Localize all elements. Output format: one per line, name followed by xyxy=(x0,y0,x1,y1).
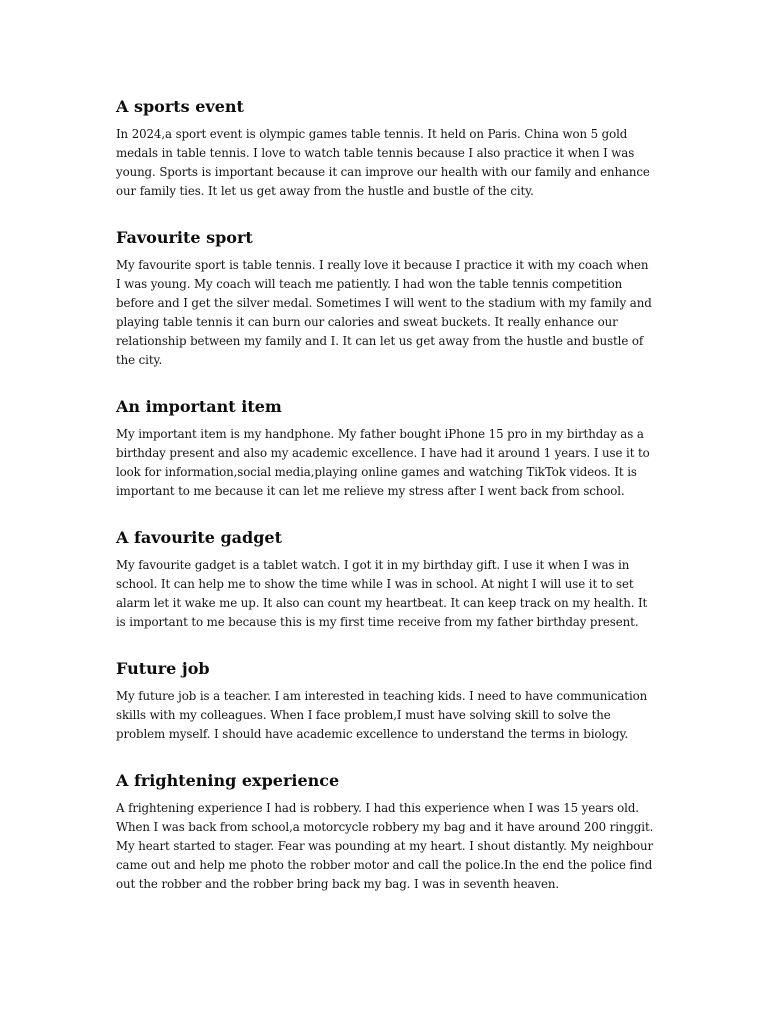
section-heading: Favourite sport xyxy=(116,228,253,247)
section-frightening-experience xyxy=(116,770,656,894)
section-heading: A favourite gadget xyxy=(116,528,282,547)
section-future-job xyxy=(116,658,656,744)
section-important-item xyxy=(116,396,656,501)
document-page xyxy=(116,96,656,920)
section-heading: A sports event xyxy=(116,97,244,116)
section-favourite-sport xyxy=(116,227,656,370)
section-paragraph: In 2024,a sport event is olympic games table tennis. It held on Paris. China won 5 gold medals in table tennis. I love to watch table tennis because I also practice it when I was young. Sports is important because it can improve our health with our family and enhance our family ties. It let us get away from the hustle and bustle of the city. xyxy=(116,127,650,198)
section-paragraph: My future job is a teacher. I am interested in teaching kids. I need to have communication skills with my colleagues. When I face problem,I must have solving skill to solve the problem myself. I should have academic excellence to understand the terms in biology. xyxy=(116,689,648,741)
section-heading: An important item xyxy=(116,397,282,416)
section-paragraph: My favourite gadget is a tablet watch. I got it in my birthday gift. I use it when I was in school. It can help me to show the time while I was in school. At night I will use it to set alarm let it wake me up. It also can count my heartbeat. It can keep track on my health. It is important to me because this is my first time receive from my father birthday present. xyxy=(116,558,648,629)
section-paragraph: My important item is my handphone. My father bought iPhone 15 pro in my birthday as a birthday present and also my academic excellence. I have had it around 1 years. I use it to look for information,social media,playing online games and watching TikTok videos. It is important to me because it can let me relieve my stress after I went back from school. xyxy=(116,427,650,498)
section-paragraph: A frightening experience I had is robbery. I had this experience when I was 15 years old. When I was back from school,a motorcycle robbery my bag and it have around 200 ringgit. My heart started to stager. Fear was pounding at my heart. I shout distantly. My neighbour came out and help me photo the robber motor and call the police.In the end the police find out the robber and the robber bring back my bag. I was in seventh heaven. xyxy=(116,801,654,891)
section-favourite-gadget xyxy=(116,527,656,632)
section-sports-event xyxy=(116,96,656,201)
section-heading: Future job xyxy=(116,659,210,678)
section-heading: A frightening experience xyxy=(116,771,340,790)
section-paragraph: My favourite sport is table tennis. I really love it because I practice it with my coach when I was young. My coach will teach me patiently. I had won the table tennis competition before and I get the silver medal. Sometimes I will went to the stadium with my family and playing table tennis it can burn our calories and sweat buckets. It really enhance our relationship between my family and I. It can let us get away from the hustle and bustle of the city. xyxy=(116,258,652,367)
